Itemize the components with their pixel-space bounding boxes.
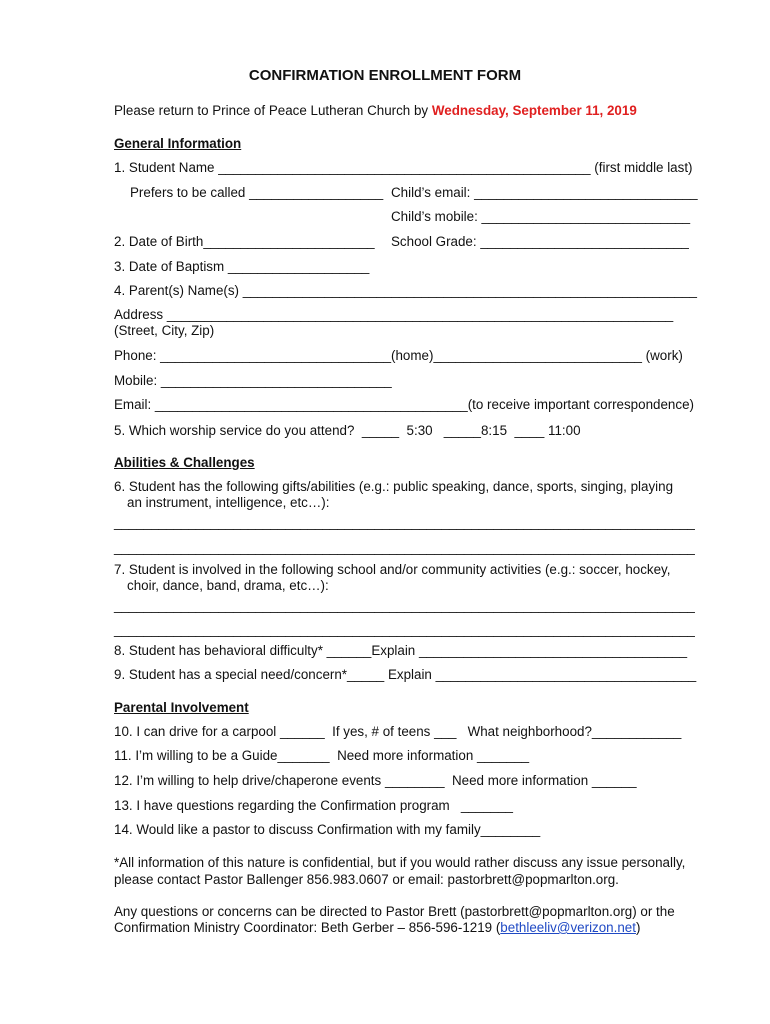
address-hint: (Street, City, Zip)	[114, 323, 215, 338]
phone-field[interactable]: Phone: _______________________________(home)____________________________ (work)	[114, 348, 683, 363]
date-of-birth-field[interactable]: 2. Date of Birth_______________________	[114, 234, 375, 249]
confidential-note-continued: please contact Pastor Ballenger 856.983.0607 or email: pastorbrett@popmarlton.org.	[114, 872, 619, 887]
address-field[interactable]: Address ____________________________________________________________________	[114, 307, 674, 322]
special-need-field[interactable]: 9. Student has a special need/concern*_____ Explain ___________________________________	[114, 667, 697, 682]
question-7-text-continued: choir, dance, band, drama, etc…):	[127, 578, 329, 593]
carpool-field[interactable]: 10. I can drive for a carpool ______ If yes, # of teens ___ What neighborhood?____________	[114, 724, 682, 739]
email-field[interactable]: Email: __________________________________________(to receive important correspondence)	[114, 397, 694, 412]
section-parental-involvement: Parental Involvement	[114, 700, 249, 715]
intro-instructions: Please return to Prince of Peace Lutheran Church by	[114, 103, 432, 118]
questions-field[interactable]: 13. I have questions regarding the Confirmation program _______	[114, 798, 513, 813]
section-abilities-challenges: Abilities & Challenges	[114, 455, 255, 470]
chaperone-field[interactable]: 12. I’m willing to help drive/chaperone events ________ Need more information ______	[114, 773, 637, 788]
school-grade-field[interactable]: School Grade: ____________________________	[391, 234, 689, 249]
confidential-note: *All information of this nature is confidential, but if you would rather discuss any issue personally,	[114, 855, 686, 870]
coordinator-text: Confirmation Ministry Coordinator: Beth Gerber – 856-596-1219 (	[114, 920, 501, 935]
worship-service-question[interactable]: 5. Which worship service do you attend? _____ 5:30 _____8:15 ____ 11:00	[114, 423, 581, 438]
coordinator-email-link[interactable]: bethleeliv@verizon.net	[500, 920, 636, 935]
child-mobile-field[interactable]: Child’s mobile: ____________________________	[391, 209, 691, 224]
answer-line[interactable]: ______________________________________________________________________________	[114, 515, 695, 530]
answer-line[interactable]: ______________________________________________________________________________	[114, 622, 695, 637]
answer-line[interactable]: ______________________________________________________________________________	[114, 598, 695, 613]
child-email-field[interactable]: Child’s email: ______________________________	[391, 185, 698, 200]
contact-note-continued	[114, 920, 640, 936]
pastor-discussion-field[interactable]: 14. Would like a pastor to discuss Confirmation with my family________	[114, 822, 541, 837]
prefers-called-field[interactable]: Prefers to be called __________________	[130, 185, 384, 200]
answer-line[interactable]: ______________________________________________________________________________	[114, 540, 695, 555]
question-6-text: 6. Student has the following gifts/abilities (e.g.: public speaking, dance, sports, singing, playing	[114, 479, 674, 494]
date-of-baptism-field[interactable]: 3. Date of Baptism ___________________	[114, 259, 370, 274]
mobile-field[interactable]: Mobile: _______________________________	[114, 373, 392, 388]
form-title: CONFIRMATION ENROLLMENT FORM	[248, 67, 522, 84]
student-name-field[interactable]: 1. Student Name __________________________________________________ (first middle last)	[114, 160, 693, 175]
question-6-text-continued: an instrument, intelligence, etc…):	[127, 495, 330, 510]
question-7-text: 7. Student is involved in the following school and/or community activities (e.g.: soccer, hockey,	[114, 562, 671, 577]
coordinator-close-paren: )	[635, 920, 641, 935]
guide-field[interactable]: 11. I’m willing to be a Guide_______ Need more information _______	[114, 748, 530, 763]
intro-text	[114, 103, 637, 119]
parent-names-field[interactable]: 4. Parent(s) Name(s) _____________________________________________________________	[114, 283, 698, 298]
section-general-information: General Information	[114, 136, 242, 151]
deadline-date: Wednesday, September 11, 2019	[431, 103, 637, 118]
contact-note: Any questions or concerns can be directed to Pastor Brett (pastorbrett@popmarlton.org) or the	[114, 904, 675, 919]
behavioral-difficulty-field[interactable]: 8. Student has behavioral difficulty* ______Explain ____________________________________	[114, 643, 688, 658]
